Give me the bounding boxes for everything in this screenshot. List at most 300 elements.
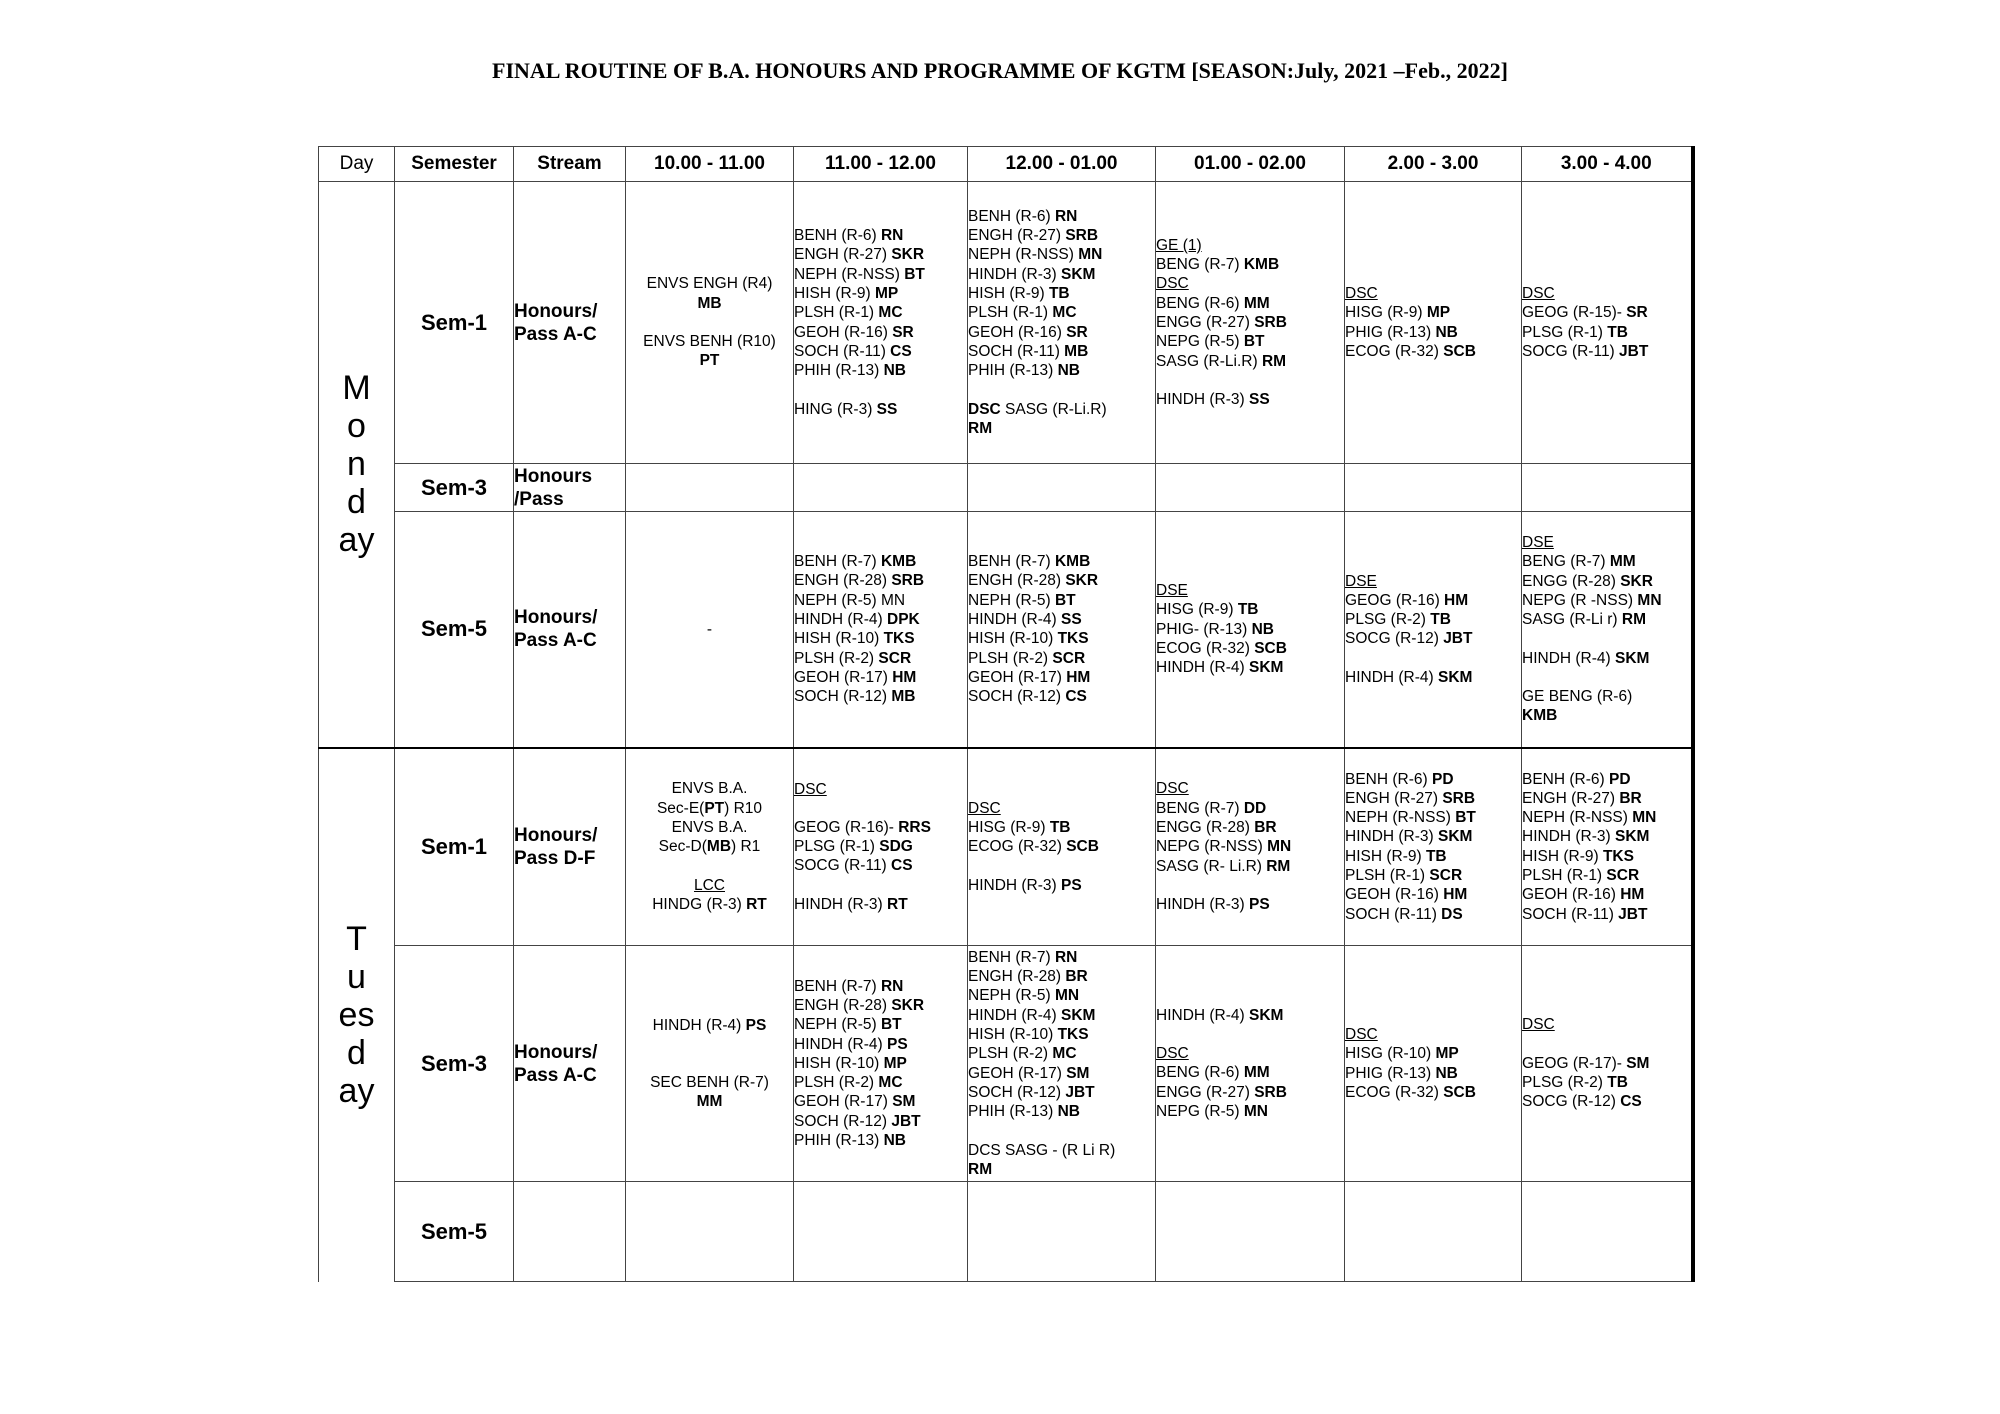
teacher-code: MM (1243, 294, 1270, 312)
teacher-code: RM (1621, 611, 1647, 629)
teacher-code: KMB (880, 553, 917, 571)
slot-line (1522, 303, 1691, 322)
slot-cell (794, 946, 968, 1182)
teacher-code: SCB (1254, 639, 1287, 657)
slot-cell (1522, 464, 1693, 512)
slot-text: DSC (1345, 1025, 1378, 1043)
slot-cell (1522, 1182, 1693, 1282)
teacher-code: SKM (1615, 649, 1650, 667)
slot-line (968, 610, 1155, 629)
slot-text: LCC (693, 876, 725, 894)
teacher-code: RT (887, 895, 908, 913)
slot-text: DSC (1522, 1016, 1555, 1034)
slot-text: SOCH (R-12) (968, 688, 1066, 706)
slot-line (626, 895, 793, 914)
slot-text: HINDH (R-4) (1156, 1006, 1249, 1024)
teacher-code: MC (1052, 1045, 1077, 1063)
teacher-code: BT (1455, 809, 1476, 827)
header-semester: Semester (395, 147, 514, 182)
teacher-code: SKM (1438, 828, 1473, 846)
slot-line (968, 986, 1155, 1005)
slot-line (1345, 649, 1521, 668)
slot-text: HINDH (R-4) (1522, 649, 1615, 667)
slot-line (794, 895, 967, 914)
slot-text: BENG (R-6) (1156, 294, 1244, 312)
stream-line: Honours/ (514, 607, 598, 629)
slot-text: BENG (R-7) (1156, 799, 1244, 817)
slot-text: ENGH (R-28) (968, 572, 1066, 590)
teacher-code: RN (1054, 948, 1078, 966)
slot-line (1522, 1073, 1691, 1092)
day-letter: T (346, 920, 367, 958)
slot-text: SASG (R-Li r) (1522, 611, 1622, 629)
slot-text: SOCG (R-11) (794, 857, 892, 875)
slot-line (626, 818, 793, 837)
day-letter: o (347, 407, 366, 446)
slot-text: GEOH (R-16) (794, 323, 893, 341)
slot-line (1156, 313, 1344, 332)
teacher-code: SCR (1606, 867, 1640, 885)
table-row (319, 182, 1693, 464)
slot-text: PHIG- (R-13) (1156, 620, 1252, 638)
teacher-code: KMB (1054, 553, 1091, 571)
slot-cell (1345, 464, 1522, 512)
teacher-code: SCB (1443, 1083, 1476, 1101)
stream-line: Honours/ (514, 824, 598, 846)
stream-line: /Pass (514, 488, 564, 510)
header-slot-1: 10.00 - 11.00 (626, 147, 794, 182)
slot-text: PLSH (R-1) (1345, 867, 1430, 885)
slot-line (794, 265, 967, 284)
routine-table (318, 146, 1695, 1282)
slot-line (626, 620, 793, 639)
slot-text: GE BENG (R-6) (1522, 687, 1633, 705)
slot-text: BENG (R-7) (1522, 553, 1610, 571)
teacher-code: MN (1078, 246, 1103, 264)
slot-text: HINDH (R-4) (652, 1016, 746, 1034)
slot-line (968, 629, 1155, 648)
slot-text: BENH (R-7) (794, 553, 881, 571)
slot-cell (968, 748, 1156, 946)
slot-line (794, 342, 967, 361)
slot-line (794, 629, 967, 648)
teacher-code: TB (1237, 601, 1259, 619)
slot-line (968, 1160, 1155, 1179)
slot-line (1156, 1006, 1344, 1025)
slot-line (794, 1112, 967, 1131)
slot-line (968, 668, 1155, 687)
slot-line (1522, 905, 1691, 924)
slot-line (1522, 610, 1691, 629)
slot-line (968, 857, 1155, 876)
teacher-code: SKM (1061, 1006, 1096, 1024)
slot-line (1156, 255, 1344, 274)
day-letter: n (347, 445, 366, 484)
slot-line (794, 226, 967, 245)
slot-line (626, 1073, 793, 1092)
semester-cell: Sem-3 (395, 464, 514, 512)
slot-text: HINDH (R-3) (794, 895, 887, 913)
header-slot-2: 11.00 - 12.00 (794, 147, 968, 182)
header-slot-5: 2.00 - 3.00 (1345, 147, 1522, 182)
teacher-code: SCR (878, 649, 912, 667)
slot-text: Sec-E( (656, 799, 705, 817)
table-row (319, 1182, 1693, 1282)
slot-text: ECOG (R-32) (1156, 639, 1255, 657)
slot-line (1156, 332, 1344, 351)
teacher-code: DPK (887, 610, 920, 628)
day-letter: d (347, 1034, 366, 1072)
teacher-code: SKM (1249, 1006, 1284, 1024)
teacher-code: NB (1057, 362, 1080, 380)
stream-line: Pass A-C (514, 1064, 597, 1086)
slot-cell (626, 946, 794, 1182)
slot-line (1345, 885, 1521, 904)
slot-text: ENGH (R-27) (794, 246, 892, 264)
slot-text: HISH (R-10) (968, 630, 1058, 648)
slot-line (794, 996, 967, 1015)
slot-text: NEPH (R-NSS) (968, 246, 1079, 264)
semester-cell: Sem-5 (395, 1182, 514, 1282)
teacher-code: NB (1435, 323, 1458, 341)
slot-line (1522, 533, 1691, 552)
slot-text: HISH (R-9) (968, 285, 1049, 303)
slot-line (626, 799, 793, 818)
slot-line (626, 857, 793, 876)
slot-text: HINDH (R-4) (794, 610, 887, 628)
slot-line (794, 1092, 967, 1111)
slot-line (626, 274, 793, 293)
slot-text: PLSH (R-2) (968, 649, 1053, 667)
slot-line (1345, 342, 1521, 361)
teacher-code: PD (1431, 770, 1454, 788)
slot-cell (1522, 748, 1693, 946)
slot-text: HISH (R-9) (1345, 847, 1426, 865)
teacher-code: TKS (1602, 847, 1634, 865)
slot-text: NEPH (R-NSS) (1345, 809, 1456, 827)
table-row (319, 748, 1693, 946)
slot-line (968, 876, 1155, 895)
slot-line (968, 591, 1155, 610)
slot-text: BENH (R-7) (968, 948, 1055, 966)
slot-text: ENGH (R-28) (794, 996, 892, 1014)
teacher-code: SKR (1620, 572, 1653, 590)
header-slot-6: 3.00 - 4.00 (1522, 147, 1693, 182)
slot-text: DSC (1156, 1045, 1189, 1063)
slot-cell (968, 464, 1156, 512)
stream-cell (514, 512, 626, 748)
slot-line (968, 1044, 1155, 1063)
slot-line (794, 303, 967, 322)
teacher-code: BT (904, 265, 925, 283)
slot-text: PLSH (R-1) (1522, 867, 1607, 885)
slot-text: HINDH (R-3) (968, 265, 1061, 283)
slot-line (968, 818, 1155, 837)
slot-line (626, 351, 793, 370)
slot-line (1522, 342, 1691, 361)
slot-text: DSC (968, 799, 1001, 817)
slot-text: HINDH (R-3) (1156, 895, 1249, 913)
slot-text: GEOG (R-15)- (1522, 304, 1627, 322)
slot-line (794, 780, 967, 799)
slot-line (1345, 323, 1521, 342)
teacher-code: JBT (1443, 630, 1473, 648)
slot-line (1345, 866, 1521, 885)
slot-line (794, 571, 967, 590)
slot-line (968, 361, 1155, 380)
teacher-code: BR (1619, 789, 1642, 807)
slot-line (1522, 687, 1691, 706)
slot-line (1156, 274, 1344, 293)
teacher-code: PT (704, 799, 725, 817)
teacher-code: SKM (1615, 828, 1650, 846)
slot-cell (1345, 182, 1522, 464)
slot-line (1156, 294, 1344, 313)
slot-line (1522, 808, 1691, 827)
day-letter: d (347, 483, 366, 522)
slot-line (1522, 847, 1691, 866)
teacher-code: MM (1243, 1064, 1270, 1082)
slot-text: ECOG (R-32) (1345, 1083, 1444, 1101)
slot-line (968, 226, 1155, 245)
teacher-code: TKS (1057, 630, 1089, 648)
header-slot-3: 12.00 - 01.00 (968, 147, 1156, 182)
slot-text: HISH (R-9) (794, 285, 875, 303)
header-day: Day (319, 147, 395, 182)
slot-cell (626, 512, 794, 748)
slot-text: NEPH (R-5) (968, 987, 1055, 1005)
slot-line (794, 668, 967, 687)
teacher-code: MB (697, 294, 722, 312)
slot-text: PHIH (R-13) (968, 1103, 1058, 1121)
teacher-code: SM (1626, 1054, 1650, 1072)
slot-line (794, 552, 967, 571)
slot-text: GEOG (R-17)- (1522, 1054, 1627, 1072)
teacher-code: PS (745, 1016, 767, 1034)
table-row (319, 512, 1693, 748)
teacher-code: HM (1444, 591, 1469, 609)
teacher-code: SCR (1429, 867, 1463, 885)
slot-line (1156, 818, 1344, 837)
slot-text: GEOG (R-16)- (794, 818, 899, 836)
slot-line (794, 818, 967, 837)
slot-line (1345, 284, 1521, 303)
slot-line (968, 552, 1155, 571)
teacher-code: SM (892, 1093, 916, 1111)
slot-cell (1156, 748, 1345, 946)
slot-line (968, 245, 1155, 264)
slot-text: GEOH (R-16) (1345, 886, 1444, 904)
slot-text: PHIG (R-13) (1345, 323, 1436, 341)
slot-line (1156, 390, 1344, 409)
teacher-code: MM (696, 1093, 723, 1111)
slot-line (794, 687, 967, 706)
slot-line (1345, 847, 1521, 866)
slot-text: HISH (R-9) (1522, 847, 1603, 865)
slot-text: HISG (R-9) (1156, 601, 1238, 619)
slot-line (968, 837, 1155, 856)
slot-text: ENGH (R-27) (968, 227, 1066, 245)
teacher-code: RT (746, 895, 767, 913)
slot-cell (1522, 946, 1693, 1182)
teacher-code: TB (1425, 847, 1447, 865)
slot-text: PLSG (R-2) (1345, 611, 1431, 629)
slot-line (1345, 591, 1521, 610)
slot-line (794, 381, 967, 400)
slot-text: NEPG (R-5) (1156, 1102, 1244, 1120)
teacher-code: CS (1620, 1093, 1642, 1111)
slot-text: BENG (R-6) (1156, 1064, 1244, 1082)
slot-line (794, 323, 967, 342)
teacher-code: MC (878, 304, 903, 322)
stream-cell (514, 748, 626, 946)
teacher-code: SKM (1249, 659, 1284, 677)
slot-line (794, 1131, 967, 1150)
slot-line (794, 400, 967, 419)
slot-line (1345, 668, 1521, 687)
slot-line (968, 1141, 1155, 1160)
slot-line (1345, 827, 1521, 846)
slot-text: GEOH (R-17) (794, 668, 893, 686)
teacher-code: CS (890, 342, 912, 360)
slot-text: NEPG (R -NSS) (1522, 591, 1638, 609)
slot-text: ENGH (R-28) (968, 968, 1066, 986)
slot-text: BENH (R-6) (1345, 770, 1432, 788)
teacher-code: RM (1266, 857, 1291, 875)
slot-cell (968, 182, 1156, 464)
slot-text: HINDH (R-4) (794, 1035, 887, 1053)
slot-text: ENGG (R-27) (1156, 1083, 1255, 1101)
slot-text: HINDH (R-3) (1345, 828, 1438, 846)
slot-line (1345, 770, 1521, 789)
slot-line (1345, 629, 1521, 648)
slot-line (626, 876, 793, 895)
slot-line (1345, 1064, 1521, 1083)
slot-cell (1522, 182, 1693, 464)
slot-text: SASG (R- Li.R) (1156, 857, 1267, 875)
slot-text: NEPH (R-NSS) (1522, 809, 1633, 827)
page-title: FINAL ROUTINE OF B.A. HONOURS AND PROGRAMME OF KGTM [SEASON:July, 2021 –Feb., 2022] (492, 58, 1508, 83)
slot-text: NEPG (R-NSS) (1156, 838, 1268, 856)
slot-text: DSE (1345, 572, 1377, 590)
teacher-code: MN (1632, 809, 1657, 827)
teacher-code: CS (891, 857, 913, 875)
slot-cell (968, 1182, 1156, 1282)
slot-text: PLSH (R-1) (794, 304, 879, 322)
slot-text: ENGG (R-28) (1156, 818, 1255, 836)
slot-text: PHIH (R-13) (968, 362, 1058, 380)
teacher-code: DS (1441, 905, 1463, 923)
slot-line (794, 361, 967, 380)
slot-line (1156, 1083, 1344, 1102)
stream-line: Pass D-F (514, 847, 596, 869)
teacher-code: SR (1626, 304, 1648, 322)
slot-text: GEOH (R-17) (968, 1064, 1067, 1082)
semester-cell: Sem-3 (395, 946, 514, 1182)
slot-text: DCS SASG - (R Li R) (968, 1141, 1116, 1159)
teacher-code: TKS (883, 630, 915, 648)
slot-cell (968, 946, 1156, 1182)
slot-line (1522, 827, 1691, 846)
stream-cell (514, 182, 626, 464)
slot-line (794, 799, 967, 818)
teacher-code: TB (1430, 611, 1451, 629)
slot-text: SOCG (R-11) (1522, 342, 1620, 360)
teacher-code: MB (706, 838, 732, 856)
slot-line (1156, 371, 1344, 390)
slot-cell (794, 512, 968, 748)
slot-cell (794, 182, 968, 464)
slot-cell (1156, 182, 1345, 464)
header-stream: Stream (514, 147, 626, 182)
slot-line (968, 323, 1155, 342)
teacher-code: BR (1254, 818, 1277, 836)
slot-line (1345, 610, 1521, 629)
slot-line (1345, 808, 1521, 827)
teacher-code: SCB (1443, 342, 1476, 360)
slot-line (968, 799, 1155, 818)
teacher-code: TB (1607, 1074, 1628, 1091)
slot-line (1156, 1025, 1344, 1044)
slot-line (1522, 572, 1691, 591)
slot-text: DSE (1522, 534, 1554, 552)
slot-text: ) R1 (731, 838, 761, 856)
slot-line (794, 876, 967, 895)
teacher-code: SRB (1065, 227, 1099, 245)
slot-cell (1156, 1182, 1345, 1282)
slot-line (1156, 600, 1344, 619)
slot-text: ECOG (R-32) (1345, 342, 1444, 360)
teacher-code: RN (880, 227, 904, 245)
slot-line (1522, 630, 1691, 649)
slot-line (968, 207, 1155, 226)
slot-text: NEPH (R-5) (968, 591, 1055, 609)
teacher-code: SKR (1065, 572, 1099, 590)
slot-cell (1522, 512, 1693, 748)
day-tuesday (319, 748, 395, 1282)
slot-line (1522, 866, 1691, 885)
slot-line (1156, 779, 1344, 798)
slot-line (968, 419, 1155, 438)
day-letter: M (342, 369, 371, 408)
slot-cell (1345, 946, 1522, 1182)
slot-text: SOCH (R-12) (968, 1083, 1066, 1101)
slot-line (1156, 1102, 1344, 1121)
slot-line (968, 284, 1155, 303)
slot-text: BENH (R-6) (794, 227, 881, 245)
teacher-code: NB (883, 362, 906, 380)
slot-text: GEOH (R-16) (1522, 886, 1621, 904)
slot-text: SASG (R-Li.R) (1000, 400, 1107, 418)
slot-text: SASG (R-Li.R) (1156, 352, 1262, 370)
slot-text: ENGH (R-27) (1522, 789, 1620, 807)
slot-line (1156, 620, 1344, 639)
teacher-code: SKM (1438, 668, 1473, 686)
slot-text: HINDH (R-4) (968, 1006, 1061, 1024)
slot-line (626, 1054, 793, 1073)
slot-line (1156, 837, 1344, 856)
stream-line: Honours/ (514, 300, 598, 322)
header-row (319, 147, 1693, 182)
teacher-code: MP (1426, 304, 1451, 322)
semester-cell: Sem-1 (395, 182, 514, 464)
day-letter: ay (338, 1072, 375, 1110)
teacher-code: MB (891, 688, 916, 706)
slot-text: HINDH (R-3) (1156, 390, 1249, 408)
slot-text: PLSH (R-2) (794, 1074, 879, 1092)
teacher-code: MB (1064, 342, 1089, 360)
slot-text: BENH (R-6) (968, 207, 1055, 225)
